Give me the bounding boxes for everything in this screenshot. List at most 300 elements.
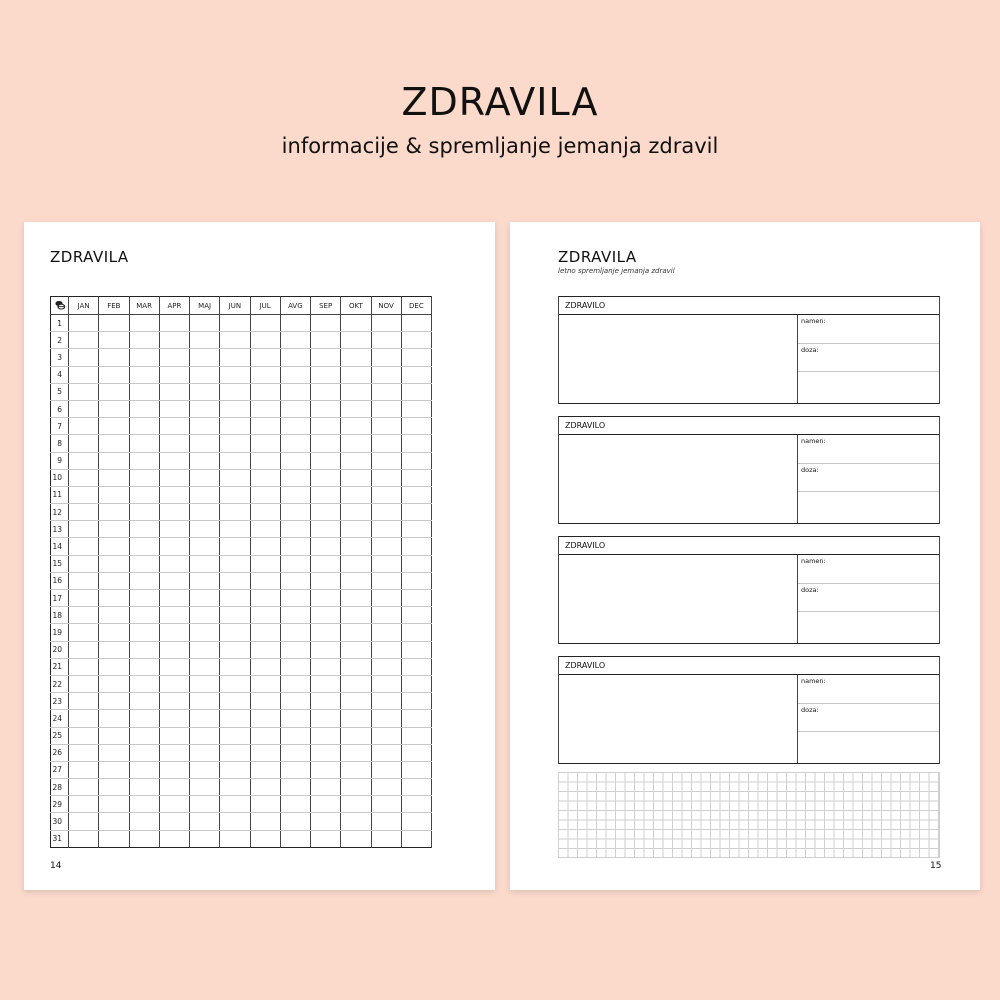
tracker-cell[interactable] xyxy=(280,624,310,641)
tracker-cell[interactable] xyxy=(99,555,129,572)
tracker-cell[interactable] xyxy=(220,504,250,521)
tracker-cell[interactable] xyxy=(159,796,189,813)
tracker-cell[interactable] xyxy=(280,590,310,607)
tracker-cell[interactable] xyxy=(69,452,99,469)
tracker-cell[interactable] xyxy=(159,761,189,778)
tracker-cell[interactable] xyxy=(69,469,99,486)
extra-field[interactable] xyxy=(798,372,939,401)
tracker-cell[interactable] xyxy=(371,761,401,778)
tracker-cell[interactable] xyxy=(190,693,220,710)
tracker-cell[interactable] xyxy=(250,383,280,400)
tracker-cell[interactable] xyxy=(220,400,250,417)
tracker-cell[interactable] xyxy=(190,727,220,744)
tracker-cell[interactable] xyxy=(280,452,310,469)
tracker-cell[interactable] xyxy=(401,504,431,521)
tracker-cell[interactable] xyxy=(401,315,431,332)
tracker-cell[interactable] xyxy=(129,469,159,486)
tracker-cell[interactable] xyxy=(190,761,220,778)
tracker-cell[interactable] xyxy=(220,486,250,503)
tracker-cell[interactable] xyxy=(371,675,401,692)
tracker-cell[interactable] xyxy=(190,435,220,452)
tracker-cell[interactable] xyxy=(250,693,280,710)
tracker-cell[interactable] xyxy=(69,572,99,589)
tracker-cell[interactable] xyxy=(341,435,371,452)
tracker-cell[interactable] xyxy=(99,504,129,521)
tracker-cell[interactable] xyxy=(220,590,250,607)
tracker-cell[interactable] xyxy=(250,813,280,830)
tracker-cell[interactable] xyxy=(311,504,341,521)
tracker-cell[interactable] xyxy=(69,383,99,400)
tracker-cell[interactable] xyxy=(190,796,220,813)
tracker-cell[interactable] xyxy=(401,761,431,778)
tracker-cell[interactable] xyxy=(190,744,220,761)
tracker-cell[interactable] xyxy=(220,813,250,830)
tracker-cell[interactable] xyxy=(220,727,250,744)
tracker-cell[interactable] xyxy=(69,641,99,658)
tracker-cell[interactable] xyxy=(220,538,250,555)
tracker-cell[interactable] xyxy=(190,486,220,503)
tracker-cell[interactable] xyxy=(280,555,310,572)
tracker-cell[interactable] xyxy=(371,315,401,332)
tracker-cell[interactable] xyxy=(159,504,189,521)
tracker-cell[interactable] xyxy=(159,435,189,452)
tracker-cell[interactable] xyxy=(401,555,431,572)
tracker-cell[interactable] xyxy=(311,641,341,658)
tracker-cell[interactable] xyxy=(190,830,220,847)
tracker-cell[interactable] xyxy=(341,727,371,744)
tracker-cell[interactable] xyxy=(341,641,371,658)
tracker-cell[interactable] xyxy=(371,504,401,521)
tracker-cell[interactable] xyxy=(190,624,220,641)
tracker-cell[interactable] xyxy=(99,675,129,692)
tracker-cell[interactable] xyxy=(159,332,189,349)
tracker-cell[interactable] xyxy=(311,366,341,383)
tracker-cell[interactable] xyxy=(250,332,280,349)
tracker-cell[interactable] xyxy=(69,658,99,675)
tracker-cell[interactable] xyxy=(99,349,129,366)
tracker-cell[interactable] xyxy=(159,418,189,435)
tracker-cell[interactable] xyxy=(401,830,431,847)
tracker-cell[interactable] xyxy=(159,658,189,675)
tracker-cell[interactable] xyxy=(99,641,129,658)
tracker-cell[interactable] xyxy=(401,641,431,658)
tracker-cell[interactable] xyxy=(220,521,250,538)
tracker-cell[interactable] xyxy=(99,727,129,744)
tracker-cell[interactable] xyxy=(129,779,159,796)
tracker-cell[interactable] xyxy=(220,349,250,366)
tracker-cell[interactable] xyxy=(250,469,280,486)
medication-name-field[interactable] xyxy=(559,435,797,523)
extra-field[interactable] xyxy=(798,732,939,761)
tracker-cell[interactable] xyxy=(129,349,159,366)
tracker-cell[interactable] xyxy=(280,761,310,778)
tracker-cell[interactable] xyxy=(159,813,189,830)
tracker-cell[interactable] xyxy=(220,710,250,727)
tracker-cell[interactable] xyxy=(311,761,341,778)
tracker-cell[interactable] xyxy=(69,624,99,641)
tracker-cell[interactable] xyxy=(69,521,99,538)
tracker-cell[interactable] xyxy=(99,332,129,349)
tracker-cell[interactable] xyxy=(311,538,341,555)
tracker-cell[interactable] xyxy=(401,590,431,607)
tracker-cell[interactable] xyxy=(69,796,99,813)
tracker-cell[interactable] xyxy=(99,813,129,830)
tracker-cell[interactable] xyxy=(371,366,401,383)
tracker-cell[interactable] xyxy=(159,710,189,727)
tracker-cell[interactable] xyxy=(311,658,341,675)
tracker-cell[interactable] xyxy=(401,435,431,452)
tracker-cell[interactable] xyxy=(129,400,159,417)
tracker-cell[interactable] xyxy=(69,418,99,435)
tracker-cell[interactable] xyxy=(220,779,250,796)
medication-name-field[interactable] xyxy=(559,675,797,763)
tracker-cell[interactable] xyxy=(129,710,159,727)
tracker-cell[interactable] xyxy=(159,624,189,641)
tracker-cell[interactable] xyxy=(311,435,341,452)
tracker-cell[interactable] xyxy=(159,469,189,486)
tracker-cell[interactable] xyxy=(341,744,371,761)
dose-field[interactable] xyxy=(798,584,939,613)
tracker-cell[interactable] xyxy=(311,744,341,761)
tracker-cell[interactable] xyxy=(99,315,129,332)
tracker-cell[interactable] xyxy=(280,504,310,521)
dose-field[interactable] xyxy=(798,464,939,493)
tracker-cell[interactable] xyxy=(190,315,220,332)
tracker-cell[interactable] xyxy=(129,555,159,572)
tracker-cell[interactable] xyxy=(280,400,310,417)
tracker-cell[interactable] xyxy=(69,366,99,383)
tracker-cell[interactable] xyxy=(69,744,99,761)
tracker-cell[interactable] xyxy=(99,435,129,452)
tracker-cell[interactable] xyxy=(129,658,159,675)
purpose-field[interactable] xyxy=(798,435,939,464)
tracker-cell[interactable] xyxy=(69,332,99,349)
tracker-cell[interactable] xyxy=(371,779,401,796)
purpose-field[interactable] xyxy=(798,315,939,344)
tracker-cell[interactable] xyxy=(250,315,280,332)
tracker-cell[interactable] xyxy=(129,452,159,469)
tracker-cell[interactable] xyxy=(250,779,280,796)
tracker-cell[interactable] xyxy=(341,658,371,675)
tracker-cell[interactable] xyxy=(371,744,401,761)
tracker-cell[interactable] xyxy=(220,796,250,813)
tracker-cell[interactable] xyxy=(99,366,129,383)
tracker-cell[interactable] xyxy=(99,693,129,710)
tracker-cell[interactable] xyxy=(371,555,401,572)
tracker-cell[interactable] xyxy=(371,486,401,503)
tracker-cell[interactable] xyxy=(220,641,250,658)
tracker-cell[interactable] xyxy=(311,675,341,692)
tracker-cell[interactable] xyxy=(129,383,159,400)
tracker-cell[interactable] xyxy=(99,830,129,847)
tracker-cell[interactable] xyxy=(190,504,220,521)
tracker-cell[interactable] xyxy=(159,400,189,417)
tracker-cell[interactable] xyxy=(341,383,371,400)
tracker-cell[interactable] xyxy=(401,521,431,538)
tracker-cell[interactable] xyxy=(69,830,99,847)
tracker-cell[interactable] xyxy=(401,744,431,761)
tracker-cell[interactable] xyxy=(371,418,401,435)
tracker-cell[interactable] xyxy=(190,658,220,675)
tracker-cell[interactable] xyxy=(159,366,189,383)
tracker-cell[interactable] xyxy=(401,538,431,555)
tracker-cell[interactable] xyxy=(401,658,431,675)
tracker-cell[interactable] xyxy=(311,693,341,710)
tracker-cell[interactable] xyxy=(159,675,189,692)
tracker-cell[interactable] xyxy=(190,418,220,435)
tracker-cell[interactable] xyxy=(280,607,310,624)
tracker-cell[interactable] xyxy=(220,383,250,400)
tracker-cell[interactable] xyxy=(250,538,280,555)
tracker-cell[interactable] xyxy=(401,332,431,349)
tracker-cell[interactable] xyxy=(371,469,401,486)
tracker-cell[interactable] xyxy=(341,779,371,796)
tracker-cell[interactable] xyxy=(129,590,159,607)
tracker-cell[interactable] xyxy=(129,727,159,744)
tracker-cell[interactable] xyxy=(341,349,371,366)
notes-grid[interactable] xyxy=(558,772,940,858)
tracker-cell[interactable] xyxy=(280,641,310,658)
tracker-cell[interactable] xyxy=(311,779,341,796)
tracker-cell[interactable] xyxy=(280,813,310,830)
tracker-cell[interactable] xyxy=(99,418,129,435)
tracker-cell[interactable] xyxy=(159,779,189,796)
tracker-cell[interactable] xyxy=(341,400,371,417)
tracker-cell[interactable] xyxy=(341,452,371,469)
tracker-cell[interactable] xyxy=(250,658,280,675)
tracker-cell[interactable] xyxy=(341,486,371,503)
tracker-cell[interactable] xyxy=(99,779,129,796)
tracker-cell[interactable] xyxy=(129,572,159,589)
tracker-cell[interactable] xyxy=(69,349,99,366)
tracker-cell[interactable] xyxy=(280,332,310,349)
tracker-cell[interactable] xyxy=(311,469,341,486)
tracker-cell[interactable] xyxy=(341,761,371,778)
tracker-cell[interactable] xyxy=(280,521,310,538)
tracker-cell[interactable] xyxy=(371,383,401,400)
tracker-cell[interactable] xyxy=(190,572,220,589)
tracker-cell[interactable] xyxy=(190,383,220,400)
tracker-cell[interactable] xyxy=(129,435,159,452)
tracker-cell[interactable] xyxy=(311,727,341,744)
tracker-cell[interactable] xyxy=(129,332,159,349)
tracker-cell[interactable] xyxy=(311,555,341,572)
tracker-cell[interactable] xyxy=(129,624,159,641)
tracker-cell[interactable] xyxy=(129,538,159,555)
tracker-cell[interactable] xyxy=(371,693,401,710)
tracker-cell[interactable] xyxy=(220,624,250,641)
tracker-cell[interactable] xyxy=(401,624,431,641)
tracker-cell[interactable] xyxy=(341,710,371,727)
tracker-cell[interactable] xyxy=(69,504,99,521)
tracker-cell[interactable] xyxy=(190,813,220,830)
tracker-cell[interactable] xyxy=(220,658,250,675)
tracker-cell[interactable] xyxy=(159,727,189,744)
tracker-cell[interactable] xyxy=(69,693,99,710)
tracker-cell[interactable] xyxy=(401,796,431,813)
tracker-cell[interactable] xyxy=(129,486,159,503)
tracker-cell[interactable] xyxy=(401,486,431,503)
tracker-cell[interactable] xyxy=(311,572,341,589)
tracker-cell[interactable] xyxy=(129,315,159,332)
tracker-cell[interactable] xyxy=(371,607,401,624)
tracker-cell[interactable] xyxy=(280,383,310,400)
tracker-cell[interactable] xyxy=(341,555,371,572)
tracker-cell[interactable] xyxy=(250,452,280,469)
tracker-cell[interactable] xyxy=(190,590,220,607)
tracker-cell[interactable] xyxy=(250,830,280,847)
tracker-cell[interactable] xyxy=(401,813,431,830)
tracker-cell[interactable] xyxy=(311,830,341,847)
tracker-cell[interactable] xyxy=(250,400,280,417)
tracker-cell[interactable] xyxy=(280,315,310,332)
tracker-cell[interactable] xyxy=(311,624,341,641)
tracker-cell[interactable] xyxy=(99,521,129,538)
tracker-cell[interactable] xyxy=(311,486,341,503)
tracker-cell[interactable] xyxy=(280,830,310,847)
tracker-cell[interactable] xyxy=(220,469,250,486)
tracker-cell[interactable] xyxy=(250,641,280,658)
purpose-field[interactable] xyxy=(798,675,939,704)
tracker-cell[interactable] xyxy=(341,538,371,555)
tracker-cell[interactable] xyxy=(69,435,99,452)
tracker-cell[interactable] xyxy=(371,796,401,813)
tracker-cell[interactable] xyxy=(129,521,159,538)
tracker-cell[interactable] xyxy=(129,744,159,761)
tracker-cell[interactable] xyxy=(250,710,280,727)
tracker-cell[interactable] xyxy=(190,607,220,624)
tracker-cell[interactable] xyxy=(371,538,401,555)
tracker-cell[interactable] xyxy=(69,761,99,778)
tracker-cell[interactable] xyxy=(280,486,310,503)
tracker-cell[interactable] xyxy=(341,813,371,830)
tracker-cell[interactable] xyxy=(69,675,99,692)
tracker-cell[interactable] xyxy=(371,813,401,830)
tracker-cell[interactable] xyxy=(371,658,401,675)
tracker-cell[interactable] xyxy=(159,315,189,332)
dose-field[interactable] xyxy=(798,704,939,733)
tracker-cell[interactable] xyxy=(280,744,310,761)
tracker-cell[interactable] xyxy=(99,590,129,607)
tracker-cell[interactable] xyxy=(99,796,129,813)
tracker-cell[interactable] xyxy=(401,349,431,366)
tracker-cell[interactable] xyxy=(311,400,341,417)
tracker-cell[interactable] xyxy=(401,572,431,589)
tracker-cell[interactable] xyxy=(190,710,220,727)
tracker-cell[interactable] xyxy=(99,761,129,778)
tracker-cell[interactable] xyxy=(190,555,220,572)
tracker-cell[interactable] xyxy=(311,710,341,727)
tracker-cell[interactable] xyxy=(220,830,250,847)
tracker-cell[interactable] xyxy=(280,796,310,813)
tracker-cell[interactable] xyxy=(341,590,371,607)
tracker-cell[interactable] xyxy=(280,366,310,383)
tracker-cell[interactable] xyxy=(250,796,280,813)
tracker-cell[interactable] xyxy=(341,504,371,521)
tracker-cell[interactable] xyxy=(250,486,280,503)
tracker-cell[interactable] xyxy=(69,315,99,332)
tracker-cell[interactable] xyxy=(159,590,189,607)
tracker-cell[interactable] xyxy=(69,538,99,555)
tracker-cell[interactable] xyxy=(280,538,310,555)
tracker-cell[interactable] xyxy=(280,658,310,675)
tracker-cell[interactable] xyxy=(341,418,371,435)
tracker-cell[interactable] xyxy=(220,675,250,692)
tracker-cell[interactable] xyxy=(280,469,310,486)
tracker-cell[interactable] xyxy=(311,452,341,469)
tracker-cell[interactable] xyxy=(159,641,189,658)
tracker-cell[interactable] xyxy=(250,349,280,366)
tracker-cell[interactable] xyxy=(401,383,431,400)
tracker-cell[interactable] xyxy=(250,624,280,641)
tracker-cell[interactable] xyxy=(401,693,431,710)
tracker-cell[interactable] xyxy=(129,641,159,658)
tracker-cell[interactable] xyxy=(401,675,431,692)
tracker-cell[interactable] xyxy=(250,521,280,538)
tracker-cell[interactable] xyxy=(341,607,371,624)
tracker-cell[interactable] xyxy=(190,332,220,349)
tracker-cell[interactable] xyxy=(69,400,99,417)
tracker-cell[interactable] xyxy=(311,332,341,349)
tracker-cell[interactable] xyxy=(69,710,99,727)
tracker-cell[interactable] xyxy=(99,383,129,400)
tracker-cell[interactable] xyxy=(280,418,310,435)
tracker-cell[interactable] xyxy=(99,607,129,624)
dose-field[interactable] xyxy=(798,344,939,373)
tracker-cell[interactable] xyxy=(159,521,189,538)
tracker-cell[interactable] xyxy=(220,744,250,761)
tracker-cell[interactable] xyxy=(341,572,371,589)
tracker-cell[interactable] xyxy=(401,418,431,435)
tracker-cell[interactable] xyxy=(69,727,99,744)
tracker-cell[interactable] xyxy=(69,486,99,503)
tracker-cell[interactable] xyxy=(220,572,250,589)
tracker-cell[interactable] xyxy=(190,641,220,658)
tracker-cell[interactable] xyxy=(401,452,431,469)
tracker-cell[interactable] xyxy=(129,693,159,710)
tracker-cell[interactable] xyxy=(190,538,220,555)
medication-name-field[interactable] xyxy=(559,315,797,403)
tracker-cell[interactable] xyxy=(311,349,341,366)
tracker-cell[interactable] xyxy=(220,555,250,572)
tracker-cell[interactable] xyxy=(250,590,280,607)
tracker-cell[interactable] xyxy=(311,607,341,624)
tracker-cell[interactable] xyxy=(401,779,431,796)
tracker-cell[interactable] xyxy=(129,504,159,521)
tracker-cell[interactable] xyxy=(129,830,159,847)
tracker-cell[interactable] xyxy=(280,779,310,796)
tracker-cell[interactable] xyxy=(220,435,250,452)
tracker-cell[interactable] xyxy=(311,315,341,332)
tracker-cell[interactable] xyxy=(250,744,280,761)
tracker-cell[interactable] xyxy=(159,383,189,400)
tracker-cell[interactable] xyxy=(220,452,250,469)
tracker-cell[interactable] xyxy=(341,521,371,538)
tracker-cell[interactable] xyxy=(250,418,280,435)
tracker-cell[interactable] xyxy=(371,727,401,744)
tracker-cell[interactable] xyxy=(280,435,310,452)
tracker-cell[interactable] xyxy=(99,538,129,555)
tracker-cell[interactable] xyxy=(69,555,99,572)
tracker-cell[interactable] xyxy=(159,572,189,589)
tracker-cell[interactable] xyxy=(190,469,220,486)
tracker-cell[interactable] xyxy=(280,727,310,744)
tracker-cell[interactable] xyxy=(311,813,341,830)
tracker-cell[interactable] xyxy=(341,332,371,349)
tracker-cell[interactable] xyxy=(220,693,250,710)
tracker-cell[interactable] xyxy=(341,624,371,641)
tracker-cell[interactable] xyxy=(371,590,401,607)
